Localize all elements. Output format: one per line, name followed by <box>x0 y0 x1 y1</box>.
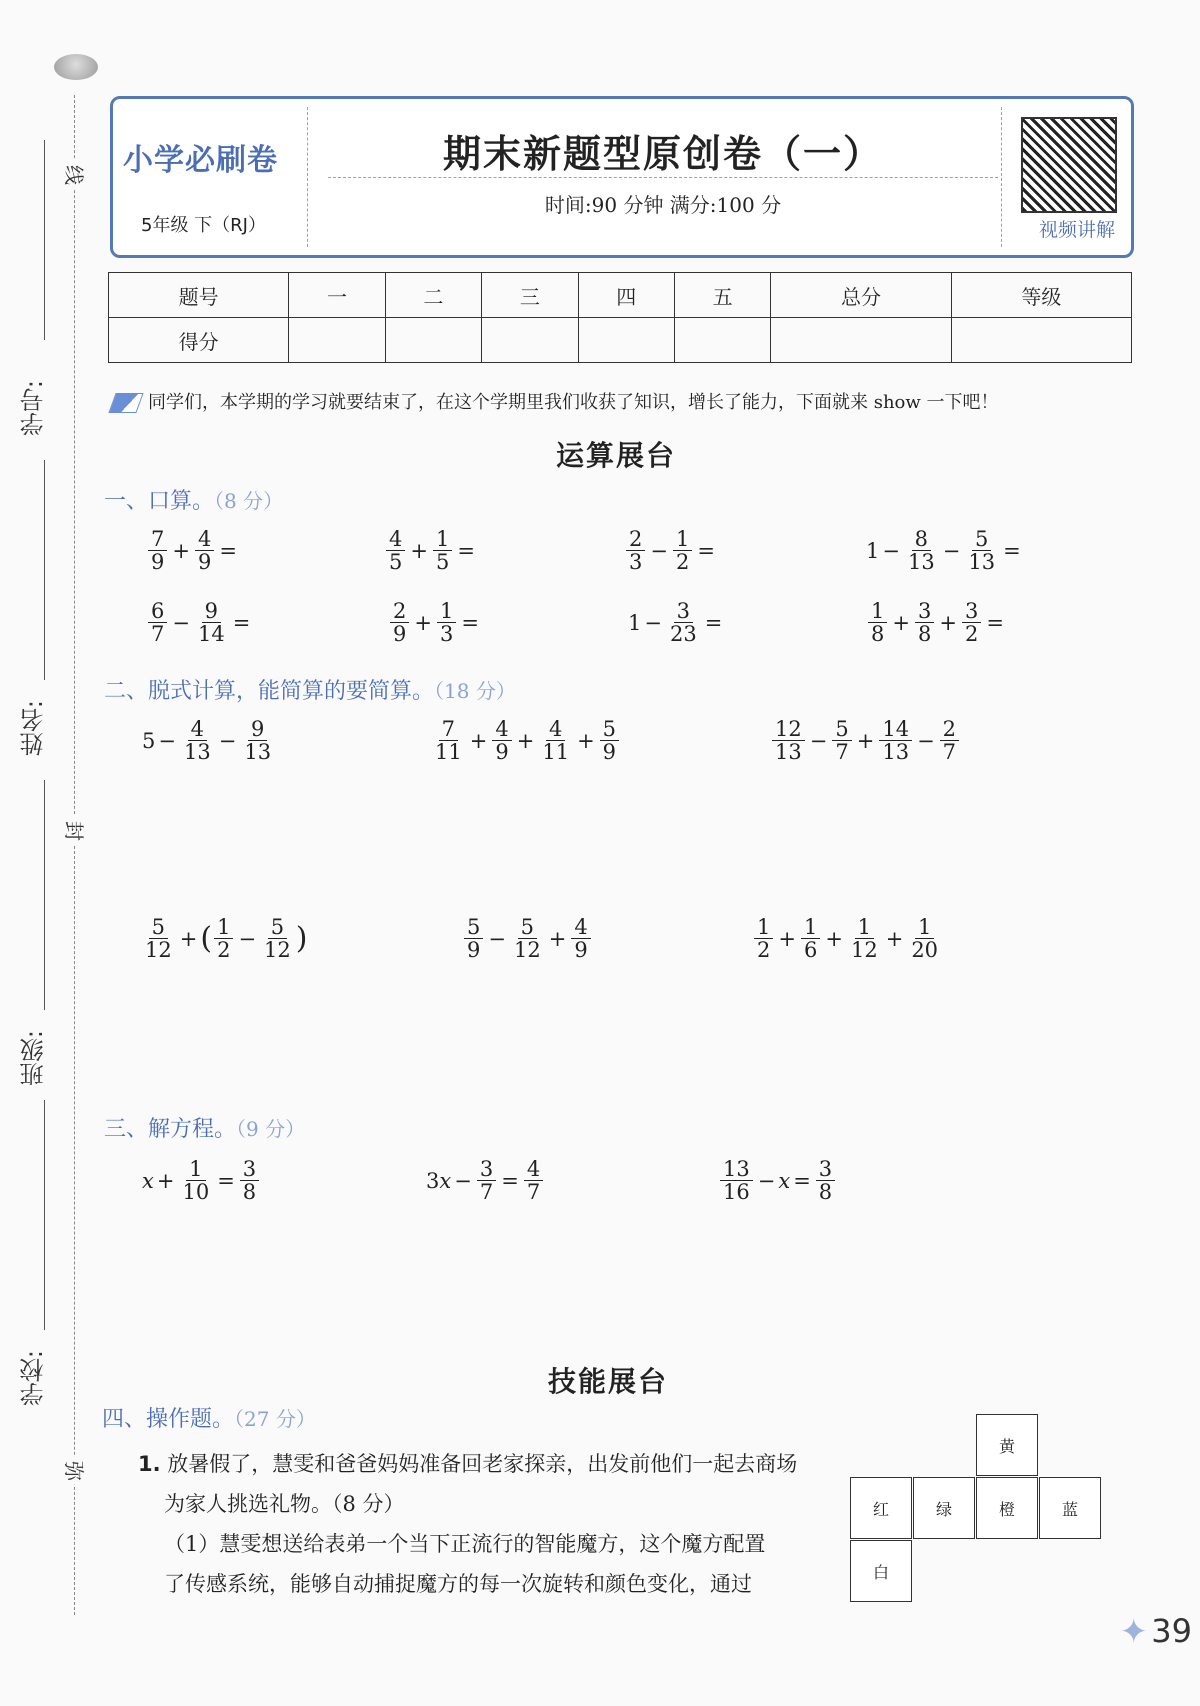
exam-header <box>110 96 1134 258</box>
score-field[interactable] <box>674 318 770 363</box>
problem-text: 放暑假了，慧雯和爸爸妈妈准备回老家探亲，出发前他们一起去商场 <box>167 1452 798 1476</box>
student-id-label: 学号: <box>20 380 48 437</box>
math-expression: $\frac{4}{5}$ + $\frac{1}{5}$ = <box>384 528 478 573</box>
student-id-line[interactable] <box>44 140 45 340</box>
pencil-icon <box>108 393 143 413</box>
math-expression: $\frac{7}{9}$ + $\frac{4}{9}$ = <box>146 528 240 573</box>
question-2-heading <box>104 674 516 705</box>
question-label: 三、解方程。 <box>104 1117 237 1142</box>
math-expression: $\frac{1}{8}$ + $\frac{3}{8}$ + $\frac{3}{2}$ = <box>866 600 1007 645</box>
page-number: 39 <box>1151 1612 1192 1650</box>
intro-line <box>112 388 999 414</box>
table-cell: 五 <box>674 273 770 318</box>
table-cell: 题号 <box>109 273 289 318</box>
math-expression: $\frac{2}{3}$ − $\frac{1}{2}$ = <box>624 528 718 573</box>
math-expression: $\frac{1}{2}$ + $\frac{1}{6}$ + $\frac{1}{12}$ + $\frac{1}{20}$ <box>752 916 943 961</box>
math-expression: $\frac{5}{9}$ − $\frac{5}{12}$ + $\frac{4}{9}$ <box>462 916 593 961</box>
problem-line: 为家人挑选礼物。（8 分） <box>164 1492 405 1516</box>
exam-title: 期末新题型原创卷（一） <box>442 131 883 176</box>
name-line[interactable] <box>44 460 45 680</box>
qr-code-icon[interactable] <box>1021 117 1117 213</box>
math-equation: $\frac{13}{16}$ − x = $\frac{3}{8}$ <box>718 1158 837 1203</box>
problem-line <box>138 1444 838 1484</box>
math-expression: $\frac{6}{7}$ − $\frac{9}{14}$ = <box>146 600 253 645</box>
ufo-logo-icon <box>54 54 98 80</box>
grade-label: 5年级 下（RJ） <box>141 215 266 236</box>
problem-line: 了传感系统，能够自动捕捉魔方的每一次旋转和颜色变化，通过 <box>164 1572 752 1596</box>
math-expression: 1 − $\frac{3}{23}$ = <box>628 599 723 647</box>
problem-line: （1）慧雯想送给表弟一个当下正流行的智能魔方，这个魔方配置 <box>164 1532 766 1556</box>
score-field[interactable] <box>771 318 951 363</box>
math-equation: x + $\frac{1}{10}$ = $\frac{3}{8}$ <box>142 1158 261 1203</box>
class-line[interactable] <box>44 780 45 1010</box>
question-3-heading <box>104 1112 305 1143</box>
question-label: 二、脱式计算，能简算的要简算。 <box>104 679 435 704</box>
seal-char-mid: 封 <box>61 816 89 845</box>
score-field[interactable] <box>578 318 674 363</box>
math-expression: $\frac{2}{9}$ + $\frac{1}{3}$ = <box>388 600 482 645</box>
intro-text: 同学们，本学期的学习就要结束了，在这个学期里我们收获了知识，增长了能力，下面就来 show 一下吧！ <box>148 392 999 413</box>
problem-number: 1. <box>138 1452 161 1476</box>
exam-time-score: 时间:90 分钟 满分:100 分 <box>544 193 782 217</box>
section-title-calc: 运算展台 <box>555 439 676 472</box>
seal-char-bottom: 弥 <box>61 1456 89 1485</box>
score-field[interactable] <box>951 318 1131 363</box>
question-points: （9 分） <box>236 1117 306 1141</box>
qr-video-label: 视频讲解 <box>1038 219 1115 241</box>
cube-face: 橙 <box>976 1477 1038 1539</box>
section-title-skills: 技能展台 <box>547 1365 668 1398</box>
table-cell: 得分 <box>109 318 289 363</box>
score-field[interactable] <box>289 318 385 363</box>
table-cell: 总分 <box>771 273 951 318</box>
header-divider-right <box>1001 107 1002 247</box>
math-expression: 1 − $\frac{8}{13}$ − $\frac{5}{13}$ = <box>866 527 1021 575</box>
sparkle-star-icon: ✦ <box>1119 1612 1148 1652</box>
title-rule <box>328 177 998 178</box>
cube-face: 蓝 <box>1039 1477 1101 1539</box>
problem-1 <box>138 1444 838 1604</box>
score-field[interactable] <box>482 318 578 363</box>
math-expression: $\frac{5}{12}$ + ( $\frac{1}{2}$ − $\frac{5}{12}$ ) <box>145 915 308 963</box>
question-label: 四、操作题。 <box>102 1407 235 1432</box>
school-label: 学校: <box>20 1350 48 1407</box>
cube-face-bottom: 白 <box>850 1540 912 1602</box>
name-label: 姓名: <box>20 700 48 757</box>
table-cell: 二 <box>385 273 481 318</box>
table-cell: 等级 <box>951 273 1131 318</box>
cube-face: 红 <box>850 1477 912 1539</box>
question-1-heading <box>104 484 283 515</box>
question-points: （8 分） <box>214 489 284 513</box>
math-expression: 5 − $\frac{4}{13}$ − $\frac{9}{13}$ <box>142 717 272 765</box>
question-points: （18 分） <box>434 679 516 703</box>
brand-logo: 小学必刷卷 <box>123 143 278 178</box>
cube-face-top: 黄 <box>976 1414 1038 1476</box>
class-label: 班级: <box>20 1030 48 1087</box>
question-4-heading <box>102 1402 316 1433</box>
math-expression: $\frac{7}{11}$ + $\frac{4}{9}$ + $\frac{4}{11}$ + $\frac{5}{9}$ <box>430 718 621 763</box>
seal-char-top: 线 <box>61 160 89 189</box>
cube-face: 绿 <box>913 1477 975 1539</box>
math-expression: $\frac{12}{13}$ − $\frac{5}{7}$ + $\frac{14}{13}$ − $\frac{2}{7}$ <box>770 718 961 763</box>
question-label: 一、口算。 <box>104 489 215 514</box>
school-line[interactable] <box>44 1100 45 1330</box>
score-table-score-row <box>109 318 1132 363</box>
score-table-header-row <box>109 273 1132 318</box>
table-cell: 四 <box>578 273 674 318</box>
score-table <box>108 272 1132 363</box>
table-cell: 一 <box>289 273 385 318</box>
math-equation: 3 x − $\frac{3}{7}$ = $\frac{4}{7}$ <box>426 1158 545 1203</box>
question-points: （27 分） <box>234 1407 316 1431</box>
table-cell: 三 <box>482 273 578 318</box>
score-field[interactable] <box>385 318 481 363</box>
header-divider-left <box>307 107 308 247</box>
